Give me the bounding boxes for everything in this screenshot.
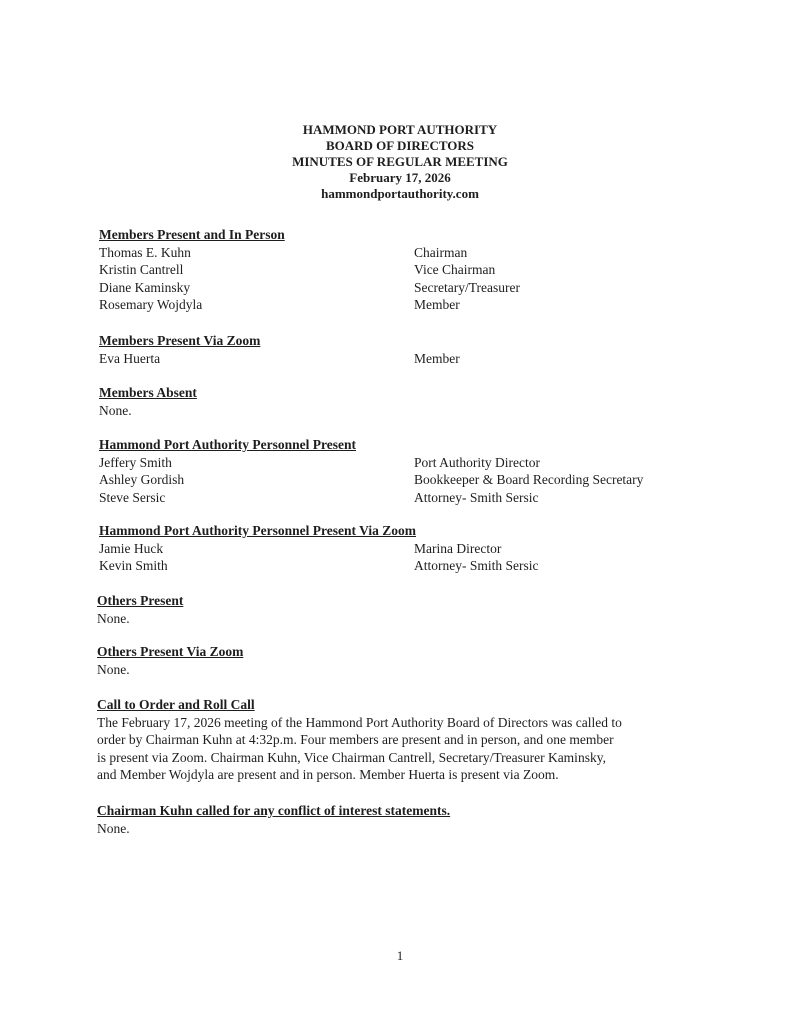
section-text: None. — [99, 402, 132, 418]
attendee-row — [99, 557, 539, 575]
section-heading: Others Present Via Zoom — [97, 644, 244, 659]
attendee-name: Jeffery Smith — [99, 454, 172, 470]
attendee-role: Member — [414, 350, 460, 366]
paragraph-line: and Member Wojdyla are present and in person. Member Huerta is present via Zoom. — [97, 767, 559, 782]
paragraph-line: The February 17, 2026 meeting of the Hammond Port Authority Board of Directors was called to — [97, 714, 622, 730]
document-header — [0, 122, 800, 202]
attendee-role: Bookkeeper & Board Recording Secretary — [414, 472, 644, 487]
attendee-name: Rosemary Wojdyla — [99, 297, 203, 312]
attendee-role: Secretary/Treasurer — [414, 279, 520, 295]
section-heading: Chairman Kuhn called for any conflict of interest statements. — [97, 803, 451, 818]
section-conflict-of-interest — [97, 802, 450, 837]
section-heading: Members Present and In Person — [99, 227, 285, 242]
section-call-to-order — [97, 696, 622, 784]
attendee-name: Eva Huerta — [99, 350, 161, 366]
attendee-role: Attorney- Smith Sersic — [414, 558, 539, 573]
attendee-row — [99, 454, 643, 472]
attendee-row — [99, 540, 539, 558]
section-others-zoom — [97, 643, 243, 678]
attendee-role: Attorney- Smith Sersic — [414, 489, 539, 505]
attendee-role: Vice Chairman — [414, 262, 496, 277]
attendee-row — [99, 296, 520, 314]
paragraph-line: is present via Zoom. Chairman Kuhn, Vice Chairman Cantrell, Secretary/Treasurer Kaminsky, — [97, 749, 606, 765]
attendee-name: Jamie Huck — [99, 540, 164, 556]
attendee-row — [99, 261, 520, 279]
section-text: None. — [97, 661, 130, 677]
paragraph-line: order by Chairman Kuhn at 4:32p.m. Four members are present and in person, and one member — [97, 732, 614, 747]
section-text: None. — [97, 820, 130, 836]
section-personnel-present — [99, 436, 643, 506]
attendee-row — [99, 350, 460, 368]
document-title: MINUTES OF REGULAR MEETING — [292, 154, 508, 169]
attendee-name: Steve Sersic — [99, 489, 166, 505]
section-personnel-zoom — [99, 522, 539, 575]
section-heading: Hammond Port Authority Personnel Present Via Zoom — [99, 523, 416, 538]
attendee-row — [99, 471, 643, 489]
section-text: None. — [97, 610, 130, 626]
section-members-absent — [99, 384, 197, 419]
section-members-in-person — [99, 226, 520, 314]
attendee-row — [99, 244, 520, 262]
attendee-name: Thomas E. Kuhn — [99, 244, 191, 260]
section-others-present — [97, 592, 183, 627]
attendee-role: Marina Director — [414, 540, 502, 556]
section-heading: Members Absent — [99, 385, 197, 400]
section-heading: Hammond Port Authority Personnel Present — [99, 437, 356, 452]
attendee-role: Member — [414, 297, 460, 312]
attendee-name: Ashley Gordish — [99, 472, 185, 487]
attendee-row — [99, 279, 520, 297]
attendee-name: Kristin Cantrell — [99, 262, 184, 277]
organization-name: HAMMOND PORT AUTHORITY — [302, 122, 498, 137]
page-number: 1 — [396, 948, 404, 963]
attendee-role: Port Authority Director — [414, 454, 540, 470]
website: hammondportauthority.com — [321, 186, 479, 201]
board-name: BOARD OF DIRECTORS — [325, 138, 475, 153]
section-heading: Members Present Via Zoom — [99, 333, 261, 348]
section-heading: Call to Order and Roll Call — [97, 697, 255, 712]
meeting-date: February 17, 2026 — [349, 170, 451, 185]
section-heading: Others Present — [97, 593, 184, 608]
section-members-zoom — [99, 332, 460, 367]
attendee-name: Kevin Smith — [99, 558, 168, 573]
attendee-name: Diane Kaminsky — [99, 279, 191, 295]
attendee-role: Chairman — [414, 244, 468, 260]
attendee-row — [99, 489, 643, 507]
